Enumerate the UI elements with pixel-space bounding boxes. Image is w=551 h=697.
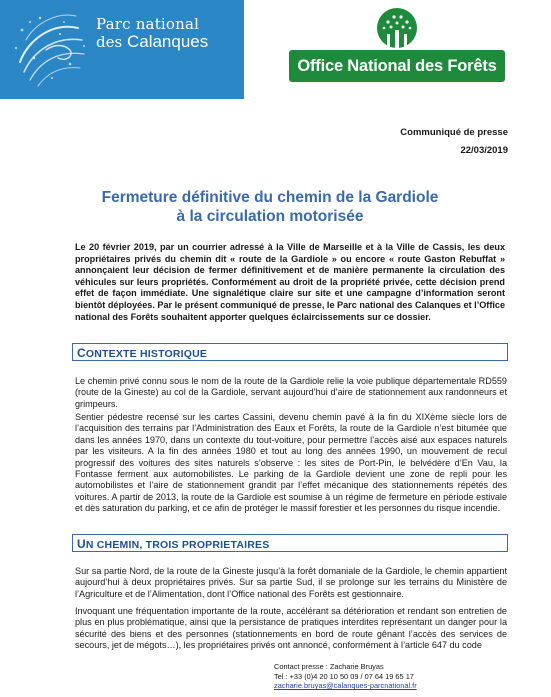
document-title [60, 188, 480, 226]
pnc-logo-name: Calanques [126, 32, 209, 51]
section1-heading-rest: ONTEXTE HISTORIQUE [85, 348, 208, 360]
section-heading-proprietaires [72, 534, 508, 552]
pnc-logo-prefix: des [96, 33, 123, 51]
section1-paragraph-1: Le chemin privé connu sous le nom de la route de la Gardiole relie la voie publique départementale RD559 (route de la Gineste) au col de la Gardiole, servant aujourd’hui d’aire de stationnement aux randonneurs et grimpeurs. [75, 376, 507, 409]
section2-paragraph-1: Sur sa partie Nord, de la route de la Gineste jusqu’à la forêt domaniale de la Gardiole, le chemin appartient aujourd’hui à deux propriétaires privés. Sur sa partie Sud, il se prolonge sur les terrains du Ministère de l’Agriculture et de l’Alimentation, dont l’Office national des Forêts est gestionnaire. [75, 566, 507, 599]
press-label: Communiqué de presse [400, 127, 508, 138]
parc-national-calanques-logo [0, 0, 244, 99]
section1-paragraph-2: Sentier pédestre recensé sur les cartes Cassini, devenu chemin pavé à la fin du XIXème siècle lors de l’acquisition des terrains par l’Administration des Eaux et Forêts, la route de la Gardiole n’est bitumée que dans les années 1970, dans un contexte du tout-voiture, pour permettre l’accès aisé aux espaces naturels par les visiteurs. A la fin des années 1980 et tout au long des années 1990, un mouvement de recul progressif des voitures des sites naturels s’observe : les sites de Port-Pin, le belvédère d’En Vau, la Fontasse ferment aux automobilistes. Le parking de la Gardiole devient une zone de repli pour les automobilistes et l’aire de stationnement grandit par l’effet mécanique des stationnements répétés des voitures. A partir de 2013, la route de la Gardiole est soumise à un régime de fermeture en période estivale et dès saturation du parking, et ce afin de protéger le massif forestier et les personnes du risque incendie. [75, 412, 507, 514]
section2-heading-rest: N CHEMIN, TROIS PROPRIETAIRES [85, 539, 270, 551]
section2-paragraph-2: Invoquant une fréquentation importante de la route, accélérant sa détérioration et rendant son entretien de plus en plus problématique, ainsi que la persistance de pratiques interdites représentant un danger pour la sécurité des biens et des personnes (stationnements en bord de route gênant l’accès des services de secours, jet de mégots…), les propriétaires privés ont annoncé, conformément à l’article 647 du code [75, 606, 507, 651]
press-info [400, 124, 508, 160]
intro-paragraph: Le 20 février 2019, par un courrier adressé à la Ville de Marseille et à la Ville de Cassis, les deux propriétaires privés du chemin dit « route de la Gardiole » ou encore « route Gaston Rebuffat » annonçaient leur décision de fermer définitivement et de manière permanente la circulation des véhicules sur leurs propriétés. Conformément au droit de la propriété privée, cette décision prend effet de façon immédiate. Une signalétique claire sur site et une campagne d’information seront bientôt déployées. Par le présent communiqué de presse, le Parc national des Calanques et l’Office national des Forêts souhaitent apporter quelques éclaircissements sur ce dossier. [75, 242, 505, 322]
section2-heading-initial: U [77, 537, 86, 551]
onf-tree-icon [368, 6, 426, 52]
press-date: 22/03/2019 [460, 145, 508, 156]
title-line1: Fermeture définitive du chemin de la Gardiole [101, 189, 439, 206]
press-contact [274, 662, 417, 691]
contact-email-link[interactable]: zacharie.bruyas@calanques-parcnational.fr [274, 681, 417, 691]
contact-name: Contact presse : Zacharie Bruyas [274, 662, 384, 671]
onf-logo [289, 6, 505, 82]
title-line2: à la circulation motorisée [176, 208, 364, 225]
pnc-logo-text [96, 16, 208, 51]
pnc-logo-line1: Parc national [96, 15, 200, 33]
contact-phone: Tel : +33 (0)4 20 10 50 09 / 07 64 19 65 17 [274, 671, 414, 681]
pnc-logo-line2 [96, 33, 208, 51]
onf-logo-name: Office National des Forêts [289, 50, 505, 82]
section1-heading-initial: C [77, 346, 86, 360]
section-heading-contexte [72, 343, 508, 361]
